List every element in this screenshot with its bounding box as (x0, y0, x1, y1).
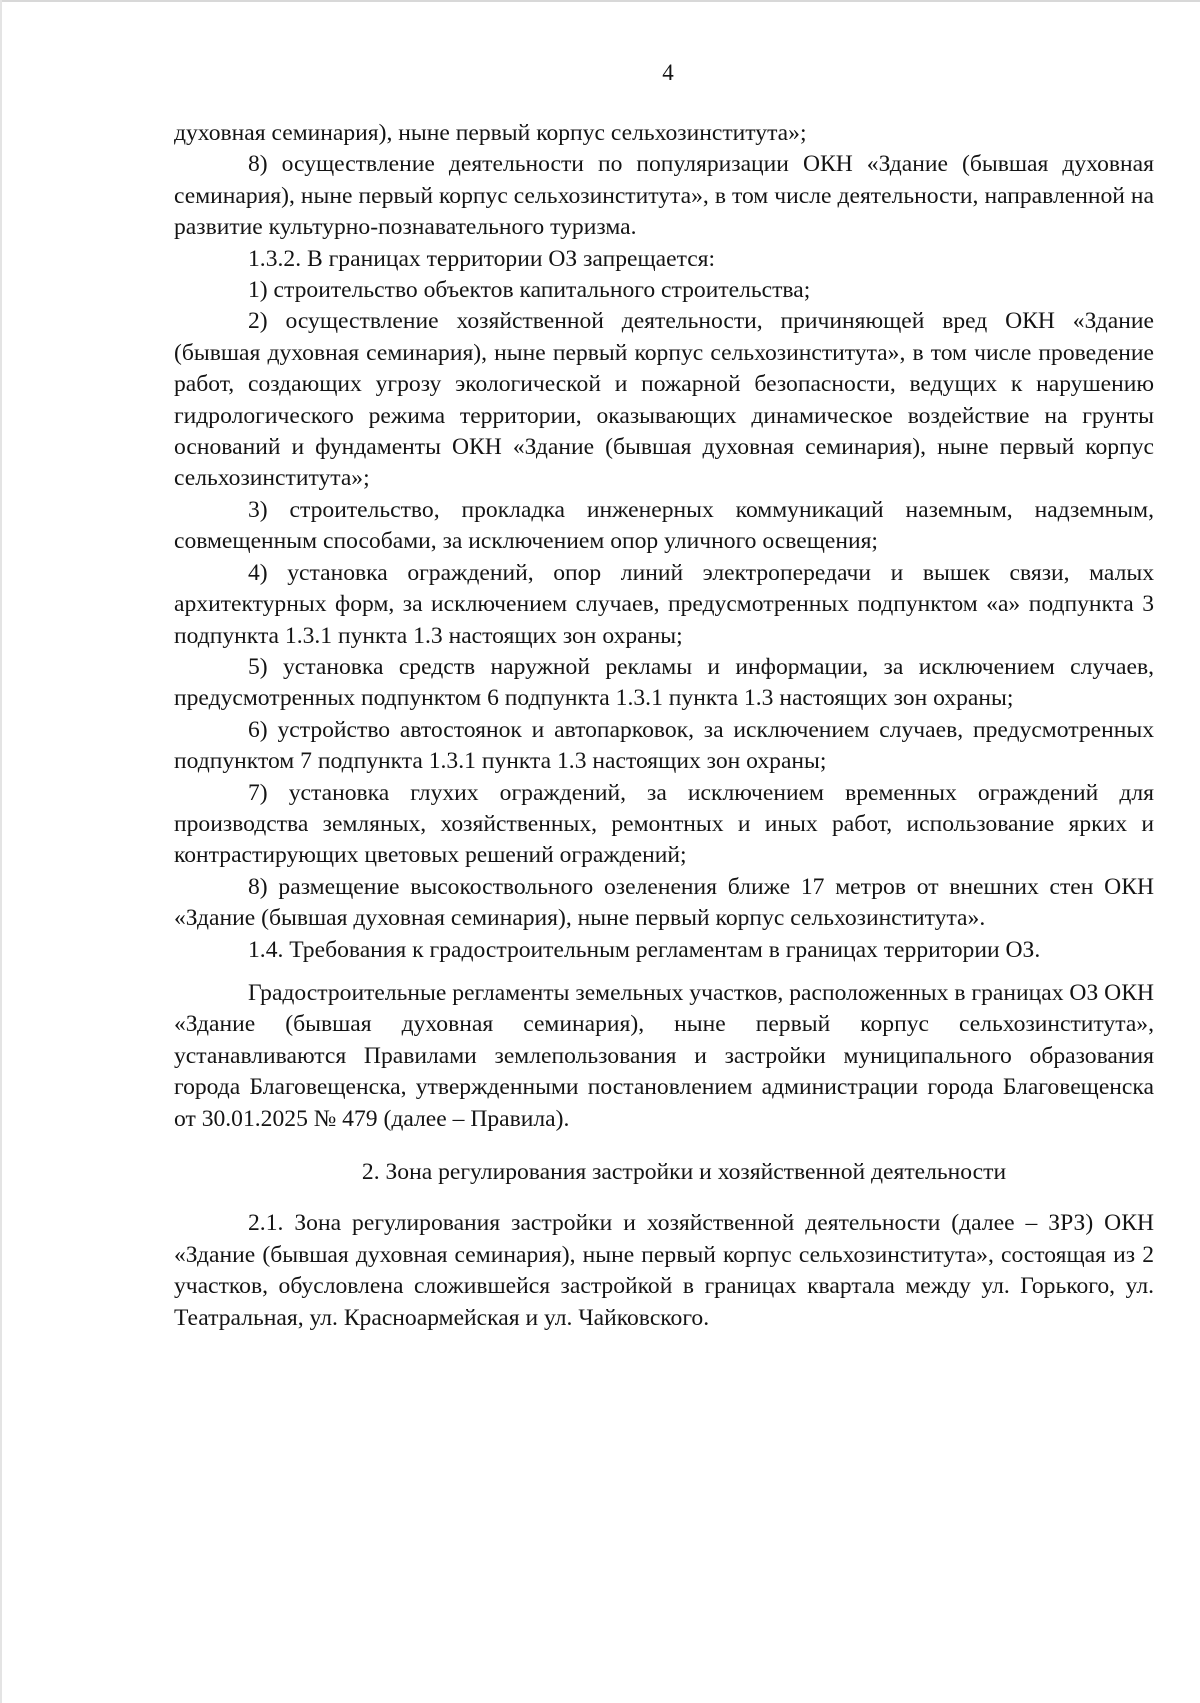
paragraph-prohibited-item-8: 8) размещение высокоствольного озеленения ближе 17 метров от внешних стен ОКН «Здание (бывшая духовная семинария), ныне первый корпус сельхозинститута». (174, 873, 1154, 932)
scan-top-edge (0, 0, 1200, 2)
paragraph-prohibited-item-6: 6) устройство автостоянок и автопарковок, за исключением случаев, предусмотренных подпунктом 7 подпункта 1.3.1 пункта 1.3 настоящих зон охраны; (174, 716, 1154, 775)
paragraph-prohibited-item-5: 5) установка средств наружной рекламы и информации, за исключением случаев, предусмотренных подпунктом 6 подпункта 1.3.1 пункта 1.3 настоящих зон охраны; (174, 653, 1154, 712)
paragraph-continuation: духовная семинария), ныне первый корпус сельхозинститута»; (174, 120, 807, 146)
paragraph-prohibited-item-4: 4) установка ограждений, опор линий электропередачи и вышек связи, малых архитектурных форм, за исключением случаев, предусмотренных подпунктом «а» подпункта 3 подпункта 1.3.1 пункта 1.3 настоящих зон охраны; (174, 559, 1154, 649)
paragraph-1-3-2-heading: 1.3.2. В границах территории ОЗ запрещается: (248, 245, 716, 272)
page-number: 4 (662, 60, 674, 85)
paragraph-2-1-zrz: 2.1. Зона регулирования застройки и хозяйственной деятельности (далее – ЗРЗ) ОКН «Здание (бывшая духовная семинария), ныне первый корпус сельхозинститута», состоящая из 2 участков, обусловлена сложившейся застройкой в границах квартала между ул. Горького, ул. Театральная, ул. Красноармейская и ул. Чайковского. (174, 1210, 1154, 1331)
document-body (174, 118, 1154, 1334)
paragraph-item-8-popularization: 8) осуществление деятельности по популяризации ОКН «Здание (бывшая духовная семинария), ныне первый корпус сельхозинститута», в том числе деятельности, направленной на развитие культурно-познавательного туризма. (174, 151, 1154, 241)
paragraph-prohibited-item-1: 1) строительство объектов капитального строительства; (248, 277, 811, 304)
paragraph-prohibited-item-7: 7) установка глухих ограждений, за исключением временных ограждений для производства земляных, хозяйственных, ремонтных и иных работ, использование ярких и контрастирующих цветовых решений ограждений; (174, 779, 1154, 869)
scan-left-edge (0, 0, 2, 1703)
paragraph-1-4-requirements: 1.4. Требования к градостроительным регламентам в границах территории ОЗ. (248, 936, 1041, 963)
paragraph-prohibited-item-3: 3) строительство, прокладка инженерных коммуникаций наземным, надземным, совмещенным способами, за исключением опор уличного освещения; (174, 496, 1154, 555)
paragraph-prohibited-item-2: 2) осуществление хозяйственной деятельности, причиняющей вред ОКН «Здание (бывшая духовная семинария), ныне первый корпус сельхозинститута», в том числе проведение работ, создающих угрозу экологической и пожарной безопасности, ведущих к нарушению гидрологического режима территории, оказывающих динамическое воздействие на грунты оснований и фундаменты ОКН «Здание (бывшая духовная семинария), ныне первый корпус сельхозинститута»; (174, 308, 1154, 492)
section-heading-2: 2. Зона регулирования застройки и хозяйственной деятельности (361, 1159, 1007, 1185)
paragraph-regulations: Градостроительные регламенты земельных участков, расположенных в границах ОЗ ОКН «Здание (бывшая духовная семинария), ныне первый корпус сельхозинститута», устанавливаются Правилами землепользования и застройки муниципального образования города Благовещенска, утвержденными постановлением администрации города Благовещенска от 30.01.2025 № 479 (далее – Правила). (174, 979, 1154, 1132)
